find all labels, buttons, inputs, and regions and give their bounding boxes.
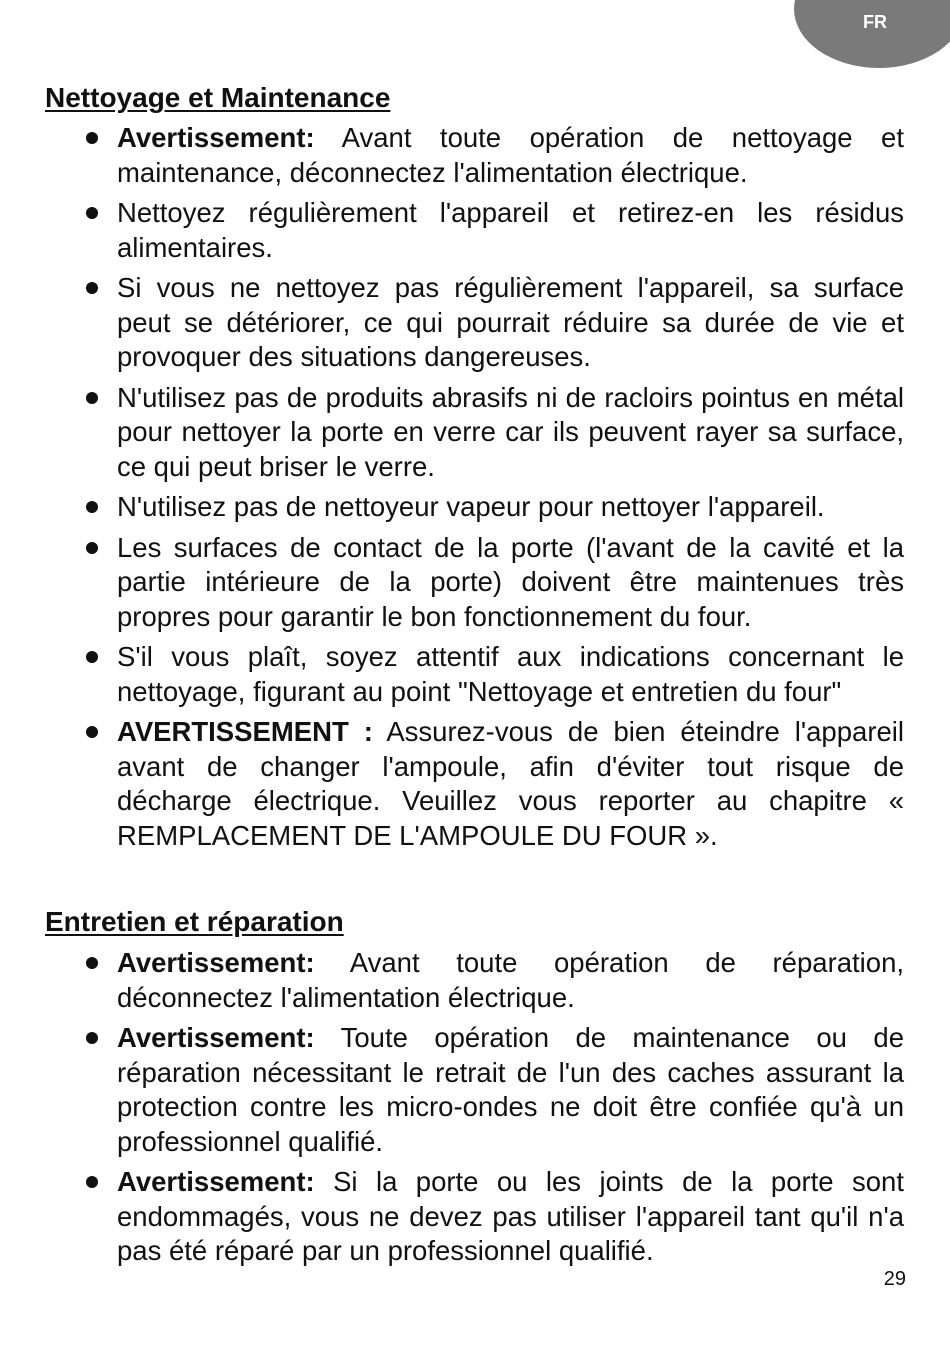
item-text: Si la porte ou les joints de la porte sont endommagés, vous ne devez pas utiliser l'appareil tant qu'il n'a pas été réparé par un professionnel qualifié. bbox=[117, 1166, 904, 1266]
bullet-dot-icon bbox=[86, 651, 98, 663]
bullet-dot-icon bbox=[86, 282, 98, 294]
item-text: Toute opération de maintenance ou de réparation nécessitant le retrait de l'un des caches assurant la protection contre les micro-ondes ne doit être confiée qu'à un professionnel qualifié. bbox=[117, 1022, 904, 1157]
bullet-list-nettoyage bbox=[0, 121, 950, 859]
section-title-nettoyage: Nettoyage et Maintenance bbox=[45, 82, 391, 113]
item-text: Avant toute opération de nettoyage et maintenance, déconnectez l'alimentation électrique. bbox=[117, 122, 904, 188]
bullet-dot-icon bbox=[86, 132, 98, 144]
list-item bbox=[0, 640, 904, 709]
list-item bbox=[0, 121, 904, 190]
item-bold-label: Avertissement: bbox=[117, 1166, 315, 1197]
list-item bbox=[0, 715, 904, 853]
item-text: N'utilisez pas de produits abrasifs ni de racloirs pointus en métal pour nettoyer la porte en verre car ils peuvent rayer sa surface, ce qui peut briser le verre. bbox=[117, 381, 904, 482]
item-text: Les surfaces de contact de la porte (l'avant de la cavité et la partie intérieure de la porte) doivent être maintenues très propres pour garantir le bon fonctionnement du four. bbox=[117, 531, 904, 632]
item-bold-label: Avertissement: bbox=[117, 122, 315, 153]
list-item bbox=[0, 271, 904, 375]
list-item bbox=[0, 1021, 904, 1159]
item-text: Assurez-vous de bien éteindre l'appareil avant de changer l'ampoule, afin d'éviter tout risque de décharge électrique. Veuillez vous reporter au chapitre « REMPLACEMENT DE L'AMPOULE DU FOUR ». bbox=[117, 716, 904, 851]
list-item bbox=[0, 490, 904, 525]
item-text: Nettoyez régulièrement l'appareil et retirez-en les résidus alimentaires. bbox=[117, 197, 904, 263]
bullet-dot-icon bbox=[86, 1176, 98, 1188]
page-number: 29 bbox=[883, 1268, 906, 1290]
language-label: FR bbox=[863, 12, 887, 32]
section-title-entretien: Entretien et réparation bbox=[45, 906, 344, 937]
item-text: N'utilisez pas de nettoyeur vapeur pour nettoyer l'appareil. bbox=[117, 491, 825, 522]
list-item bbox=[0, 196, 904, 265]
item-bold-label: AVERTISSEMENT : bbox=[117, 716, 373, 747]
bullet-dot-icon bbox=[86, 392, 98, 404]
list-item bbox=[0, 381, 904, 485]
bullet-list-entretien bbox=[0, 946, 950, 1275]
item-bold-label: Avertissement: bbox=[117, 1022, 315, 1053]
list-item bbox=[0, 946, 904, 1015]
list-item bbox=[0, 1165, 904, 1269]
item-text: Avant toute opération de réparation, déconnectez l'alimentation électrique. bbox=[117, 947, 904, 1013]
bullet-dot-icon bbox=[86, 726, 98, 738]
item-text: S'il vous plaît, soyez attentif aux indications concernant le nettoyage, figurant au point "Nettoyage et entretien du four" bbox=[117, 641, 904, 707]
bullet-dot-icon bbox=[86, 207, 98, 219]
item-bold-label: Avertissement: bbox=[117, 947, 315, 978]
language-tab bbox=[794, 0, 950, 68]
bullet-dot-icon bbox=[86, 501, 98, 513]
list-item bbox=[0, 531, 904, 635]
bullet-dot-icon bbox=[86, 957, 98, 969]
bullet-dot-icon bbox=[86, 1032, 98, 1044]
item-text: Si vous ne nettoyez pas régulièrement l'appareil, sa surface peut se détériorer, ce qui pourrait réduire sa durée de vie et provoquer des situations dangereuses. bbox=[117, 272, 904, 372]
bullet-dot-icon bbox=[86, 542, 98, 554]
